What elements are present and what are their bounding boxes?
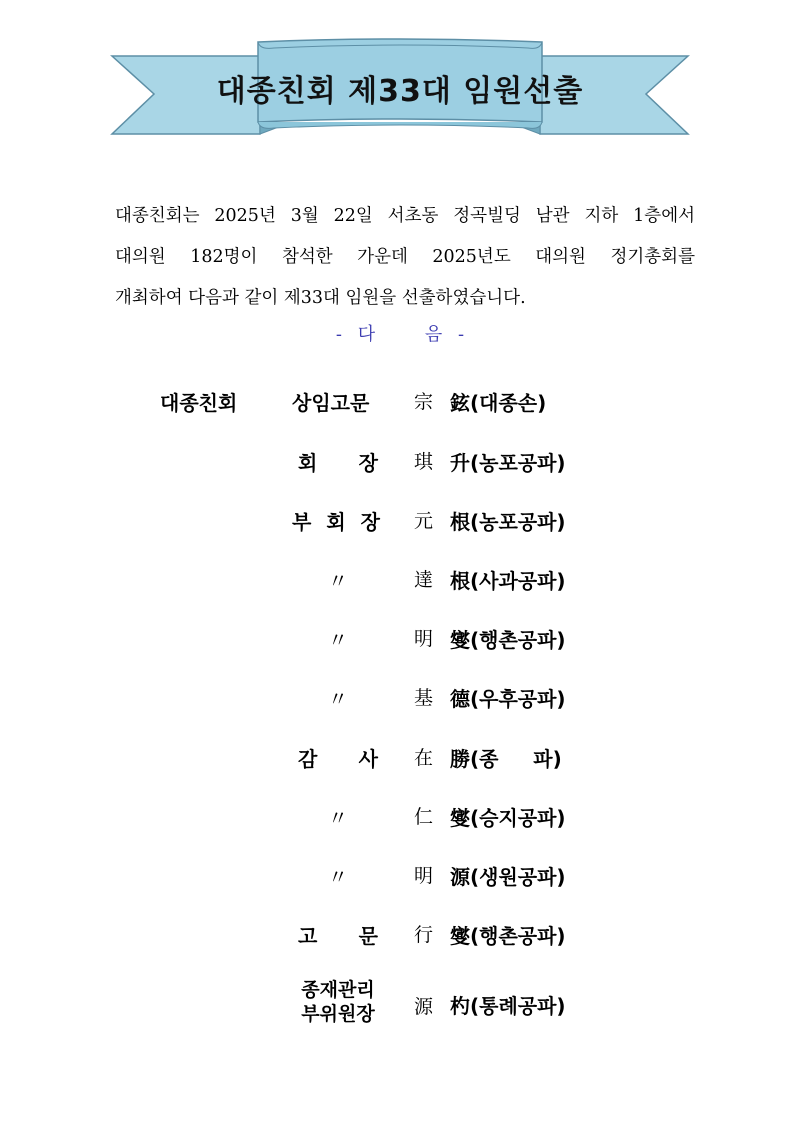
officer-role-char: 장 [358, 451, 378, 475]
officer-name-2: 燮(승지공파) [450, 806, 566, 830]
officer-role [292, 920, 384, 949]
officer-row [292, 624, 712, 656]
officer-name-1: 在 [414, 747, 434, 769]
officer-role [292, 743, 384, 772]
officer-role-char: 부 [292, 510, 312, 534]
officer-role-ditto: 〃 [328, 628, 348, 652]
intro-line-1: 대종친회는 2025년 3월 22일 서초동 정곡빌딩 남관 지하 1층에서 [115, 206, 695, 226]
officer-name-2: 鉉(대종손) [450, 391, 547, 415]
officer-row [292, 802, 712, 834]
officer-name-1: 宗 [414, 391, 434, 413]
separator-right-dash: - [457, 324, 465, 345]
page-title: 대종친회 제33대 임원선출 [216, 74, 584, 109]
officer-role-char: 사 [358, 747, 378, 771]
officer-row [292, 447, 712, 479]
officer-row [292, 861, 712, 893]
officer-name-1: 明 [414, 628, 434, 650]
officer-row [292, 978, 712, 1034]
separator-char-2: 음 [424, 324, 443, 345]
officer-name-1: 明 [414, 865, 434, 887]
officer-role [292, 447, 384, 476]
officer-role: 상임고문 [292, 391, 370, 415]
officer-role-char: 회 [298, 451, 318, 475]
officer-name-1: 行 [414, 924, 434, 946]
separator-left-dash: - [335, 324, 342, 345]
title-banner [110, 36, 690, 136]
officer-name-1: 元 [414, 510, 434, 532]
officer-role-char: 고 [298, 924, 318, 948]
officer-row [292, 565, 712, 597]
officer-name-1: 仁 [414, 806, 434, 828]
separator-char-1: 다 [357, 324, 376, 345]
officer-role-ditto: 〃 [328, 865, 348, 889]
officer-name-1: 基 [414, 687, 434, 709]
officer-row [292, 743, 712, 775]
organization-label: 대종친회 [160, 391, 238, 415]
officer-role-line-2: 부위원장 [301, 1003, 375, 1025]
officer-name-2: 根(농포공파) [450, 510, 566, 534]
officer-name-1: 達 [414, 569, 434, 591]
officer-role-multiline [292, 978, 384, 1026]
intro-paragraph [115, 196, 695, 319]
officer-row [292, 387, 712, 419]
officer-name-2: 根(사과공파) [450, 569, 566, 593]
officer-row [292, 920, 712, 952]
intro-line-3: 개최하여 다음과 같이 제33대 임원을 선출하였습니다. [115, 288, 526, 308]
officer-name-1: 琪 [414, 451, 434, 473]
officer-role-char: 회 [326, 510, 346, 534]
officer-name-2: 升(농포공파) [450, 451, 566, 475]
officer-name-2: 燮(행촌공파) [450, 924, 566, 948]
officer-row [292, 506, 712, 538]
officer-name-1: 源 [414, 996, 434, 1018]
officer-name-2: 德(우후공파) [450, 687, 566, 711]
officer-row [292, 683, 712, 715]
intro-line-2: 대의원 182명이 참석한 가운데 2025년도 대의원 정기총회를 [115, 247, 695, 267]
officer-role-line-1: 종재관리 [301, 979, 375, 1001]
officer-name-2: 源(생원공파) [450, 865, 566, 889]
section-separator [0, 320, 800, 346]
officer-role-char: 감 [298, 747, 318, 771]
officer-role [292, 506, 384, 535]
officer-role-char: 장 [360, 510, 380, 534]
officer-role-ditto: 〃 [328, 569, 348, 593]
officer-name-2: 燮(행촌공파) [450, 628, 566, 652]
officer-name-2: 杓(통례공파) [450, 994, 566, 1018]
officer-name-2: 勝(종 파) [450, 747, 562, 771]
officer-role-ditto: 〃 [328, 687, 348, 711]
officer-role-ditto: 〃 [328, 806, 348, 830]
officer-role-char: 문 [358, 924, 378, 948]
